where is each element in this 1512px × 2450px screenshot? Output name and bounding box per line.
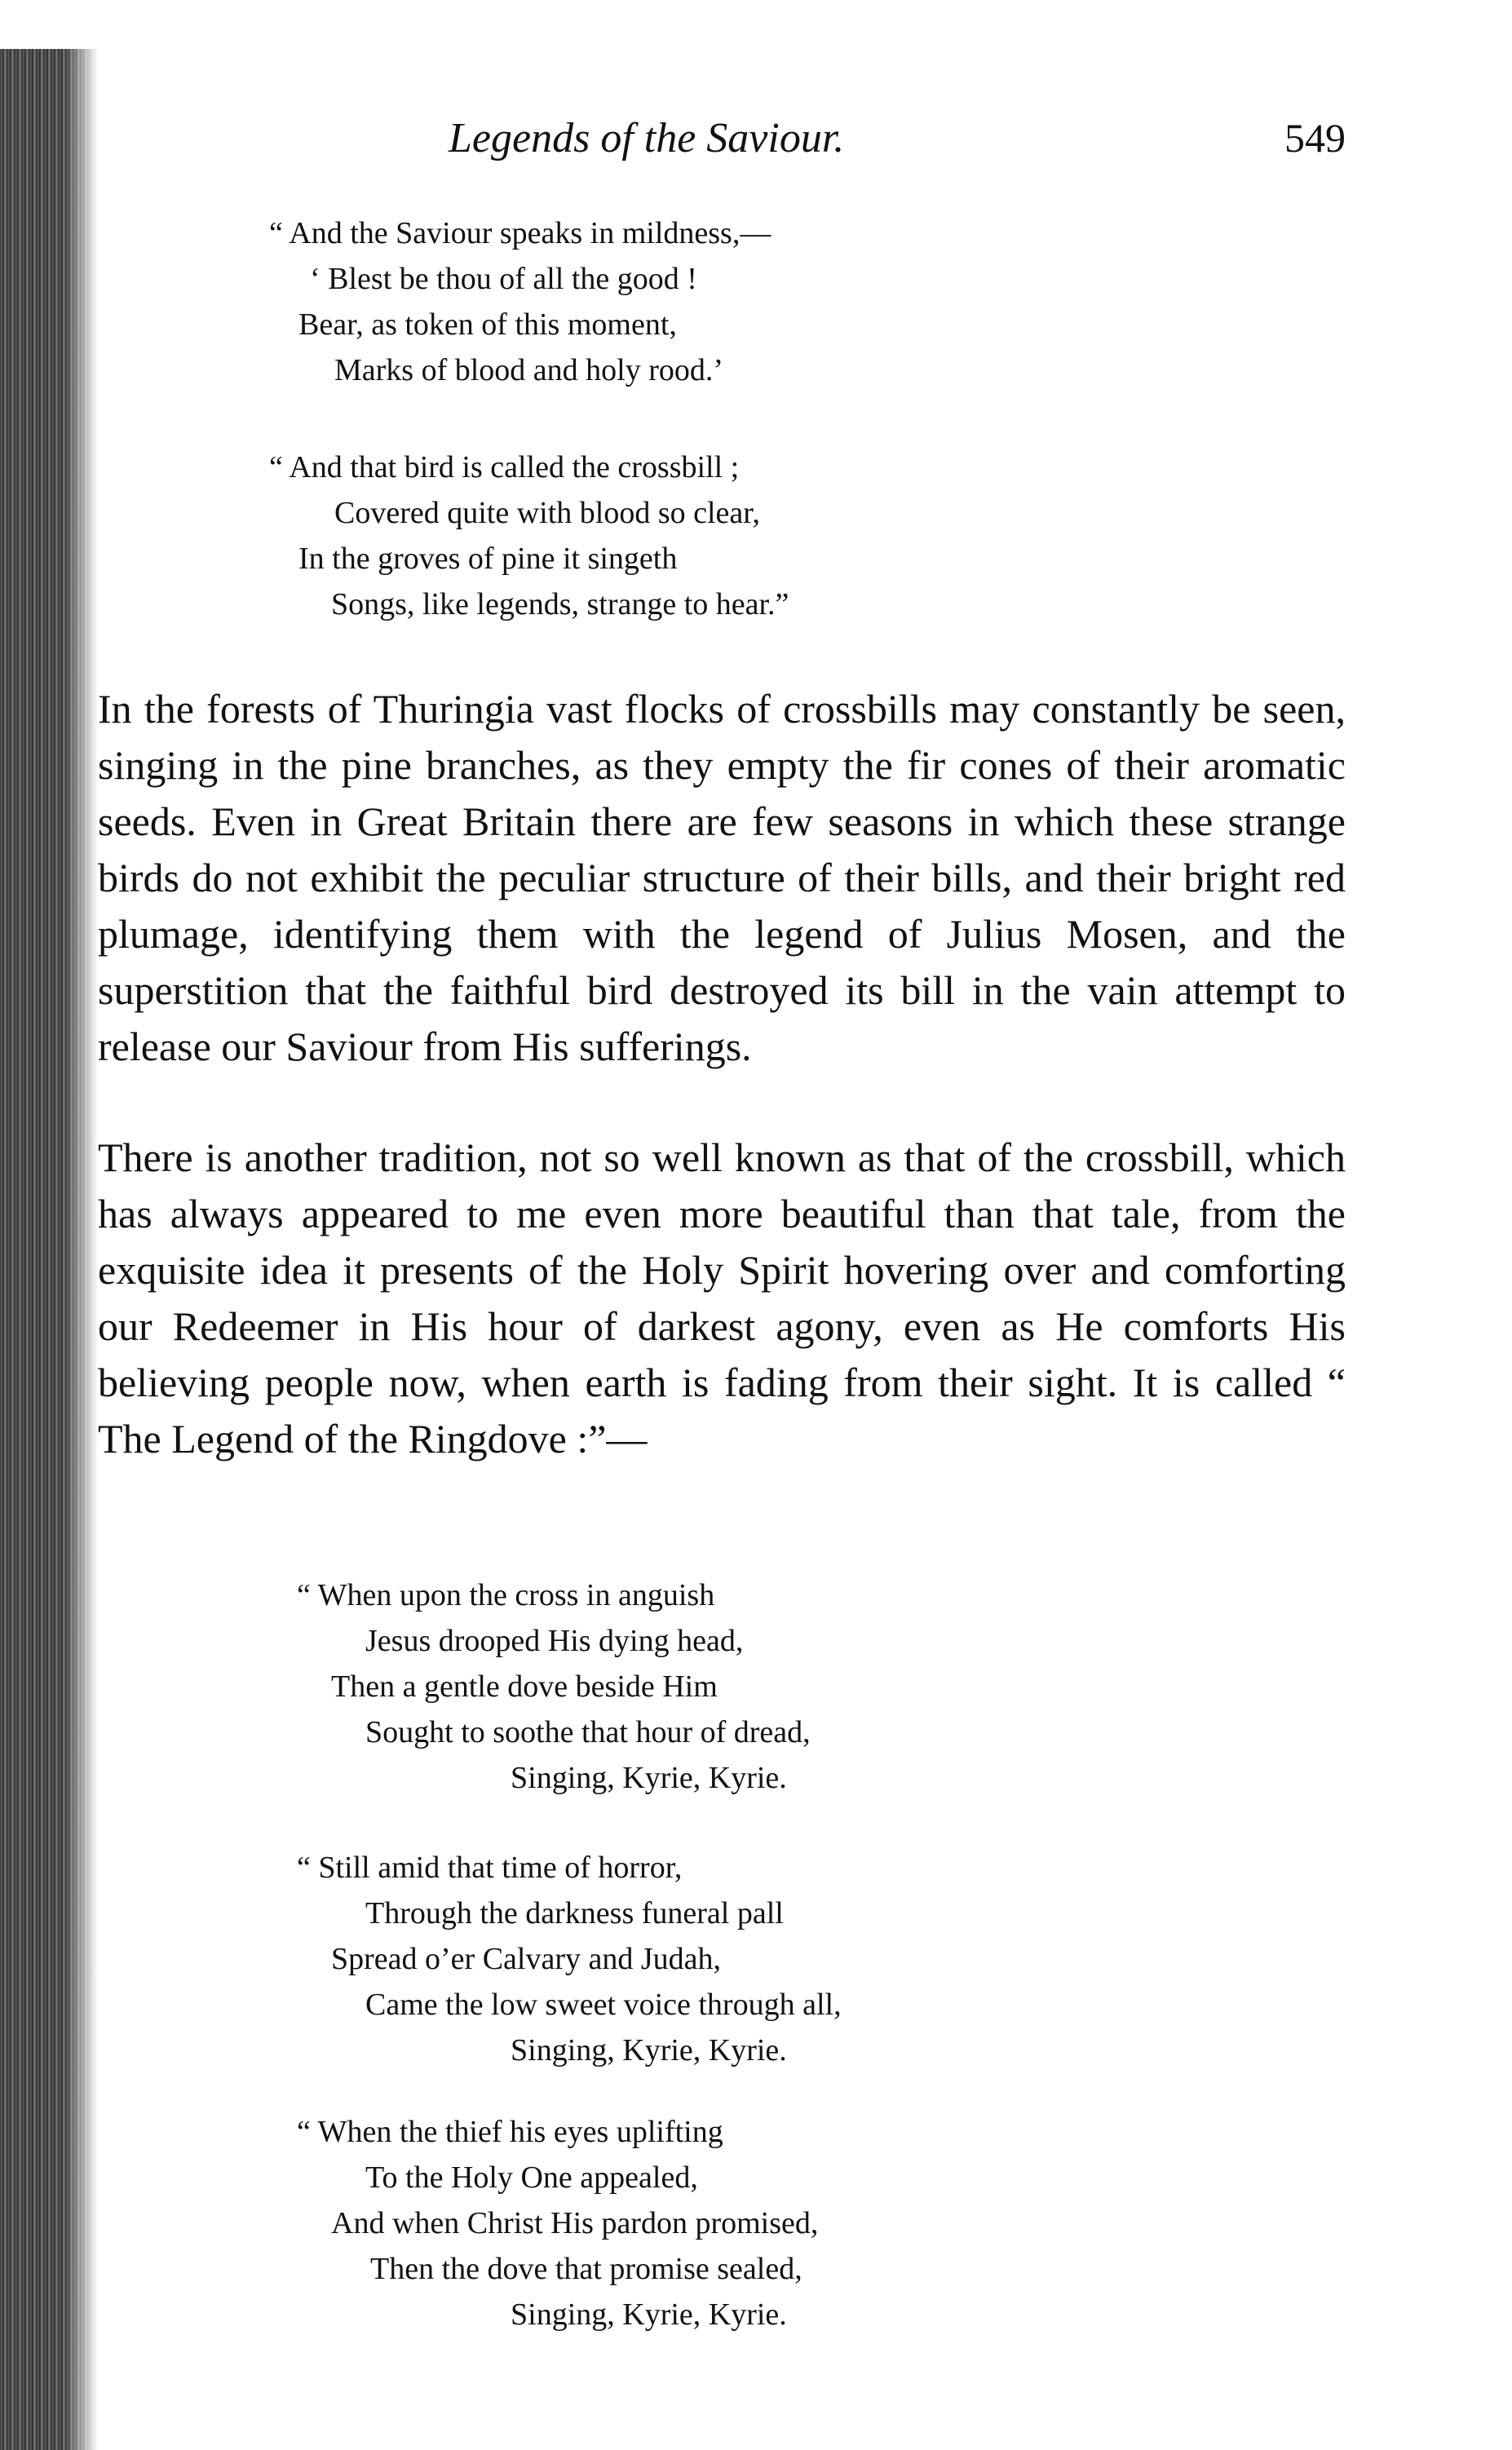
page-number: 549 xyxy=(1284,115,1346,161)
verse-line: “ When upon the cross in anguish xyxy=(297,1578,715,1612)
running-head xyxy=(98,114,1346,171)
verse-line: Then the dove that promise sealed, xyxy=(370,2252,802,2286)
verse-line: Then a gentle dove beside Him xyxy=(331,1669,718,1704)
verse-line-refrain: Singing, Kyrie, Kyrie. xyxy=(511,2297,787,2332)
verse-line: “ And that bird is called the crossbill ; xyxy=(269,450,740,484)
prose-paragraph-1: In the forests of Thuringia vast flocks of crossbills may constantly be seen, singing in the pine branches, as they empty the fir cones of their aromatic seeds. Even in Great Britain there are few seasons in which these strange birds do not exhibit the peculiar structure of their bills, and their bright red plumage, identifying them with the legend of Julius Mosen, and the superstition that the faithful bird destroyed its bill in the vain attempt to release our Saviour from His sufferings. xyxy=(98,686,1346,1069)
verse-line: Through the darkness funeral pall xyxy=(365,1896,784,1930)
verse-line: In the groves of pine it singeth xyxy=(298,542,678,576)
poem-stanza-4 xyxy=(0,1845,1512,2073)
verse-line: Sought to soothe that hour of dread, xyxy=(365,1715,811,1749)
running-title: Legends of the Saviour. xyxy=(449,115,845,161)
verse-line: Bear, as token of this moment, xyxy=(298,307,677,342)
verse-line: Jesus drooped His dying head, xyxy=(365,1624,744,1658)
verse-line-refrain: Singing, Kyrie, Kyrie. xyxy=(511,1761,787,1795)
verse-line: To the Holy One appealed, xyxy=(365,2160,698,2195)
prose-paragraph-2: There is another tradition, not so well known as that of the crossbill, which has always appeared to me even more beautiful than that tale, from the exquisite idea it presents of the Holy Spirit hovering over and comforting our Redeemer in His hour of darkest agony, even as He comforts His believing people now, when earth is fading from their sight. It is called “ The Legend of the Ringdove :”— xyxy=(98,1134,1346,1462)
verse-line: Marks of blood and holy rood.’ xyxy=(334,353,724,387)
poem-stanza-1 xyxy=(0,210,1512,393)
verse-line: Songs, like legends, strange to hear.” xyxy=(331,587,789,621)
scanned-binding-edge xyxy=(0,49,98,2450)
verse-line: And when Christ His pardon promised, xyxy=(331,2206,819,2240)
verse-line: “ When the thief his eyes uplifting xyxy=(297,2115,723,2149)
verse-line: Spread o’er Calvary and Judah, xyxy=(331,1942,722,1976)
verse-line: “ And the Saviour speaks in mildness,— xyxy=(269,216,771,250)
verse-line-refrain: Singing, Kyrie, Kyrie. xyxy=(511,2033,787,2067)
verse-line: Covered quite with blood so clear, xyxy=(334,496,760,530)
verse-line: Came the low sweet voice through all, xyxy=(365,1988,842,2022)
poem-stanza-3 xyxy=(0,1572,1512,1801)
verse-line: ‘ Blest be thou of all the good ! xyxy=(310,262,697,296)
poem-stanza-2 xyxy=(0,444,1512,627)
verse-line: “ Still amid that time of horror, xyxy=(297,1851,683,1885)
poem-stanza-5 xyxy=(0,2109,1512,2337)
